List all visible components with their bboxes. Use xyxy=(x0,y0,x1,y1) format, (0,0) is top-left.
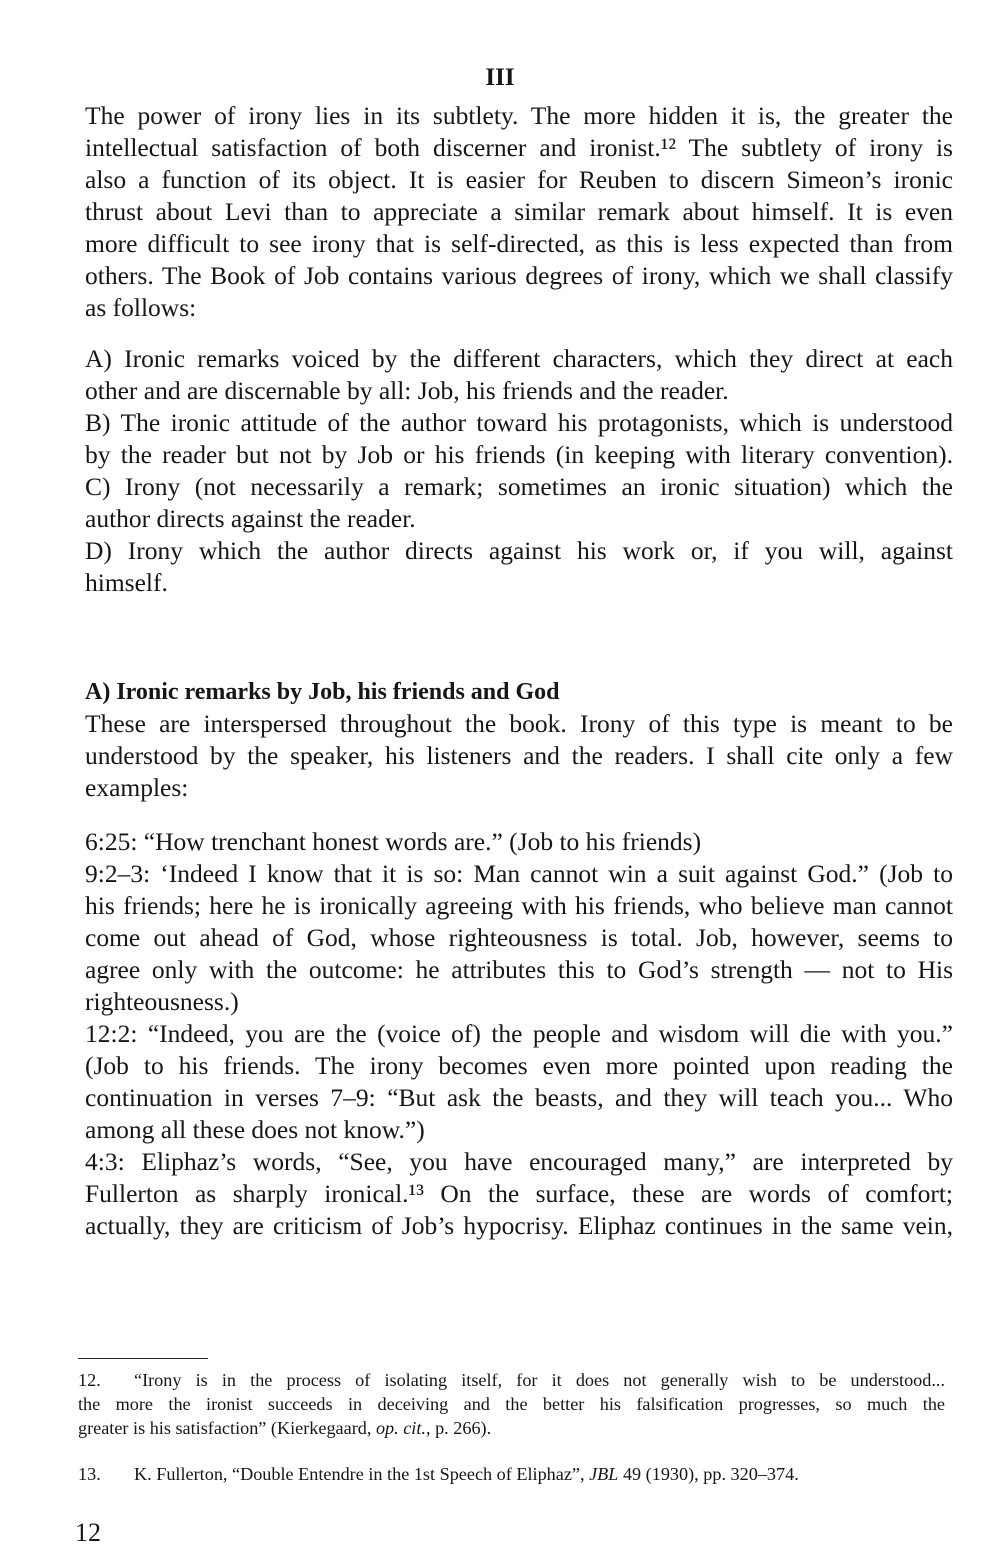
example-line: Fullerton as sharply ironical.¹³ On the surface, these are words of comfort; xyxy=(85,1179,953,1208)
text-line: also a function of its object. It is easier for Reuben to discern Simeon’s ironic xyxy=(85,165,953,194)
footnote-line xyxy=(78,1462,945,1486)
footnote-text: 49 (1930), pp. 320–374. xyxy=(618,1464,799,1484)
text-line: These are interspersed throughout the book. Irony of this type is meant to be xyxy=(85,709,953,738)
footnote-line xyxy=(78,1416,945,1440)
footnote-divider xyxy=(78,1358,208,1359)
text-line: understood by the speaker, his listeners and the readers. I shall cite only a few xyxy=(85,741,953,770)
list-line: author directs against the reader. xyxy=(85,504,416,533)
footnote-number: 12. xyxy=(78,1370,101,1390)
text-line: examples: xyxy=(85,773,189,802)
footnote-text: K. Fullerton, “Double Entendre in the 1st Speech of Eliphaz”, xyxy=(134,1464,590,1484)
text-line: more difficult to see irony that is self-directed, as this is less expected than from xyxy=(85,229,953,258)
example-line: agree only with the outcome: he attributes this to God’s strength — not to His xyxy=(85,955,953,984)
example-line: righteousness.) xyxy=(85,987,239,1016)
page-number: 12 xyxy=(75,1518,101,1547)
examples-list xyxy=(85,826,953,1242)
text-line: The power of irony lies in its subtlety. The more hidden it is, the greater the xyxy=(85,101,953,130)
list-line: other and are discernable by all: Job, his friends and the reader. xyxy=(85,376,729,405)
text-line: others. The Book of Job contains various degrees of irony, which we shall classify xyxy=(85,261,953,290)
example-line: 4:3: Eliphaz’s words, “See, you have encouraged many,” are interpreted by xyxy=(85,1147,953,1176)
footnote-text: greater is his satisfaction” (Kierkegaard, xyxy=(78,1418,376,1438)
text-line: as follows: xyxy=(85,293,197,322)
example-line: come out ahead of God, whose righteousness is total. Job, however, seems to xyxy=(85,923,953,952)
list-line: C) Irony (not necessarily a remark; sometimes an ironic situation) which the xyxy=(85,472,953,501)
subheading-text: A) Ironic remarks by Job, his friends and God xyxy=(85,679,560,705)
example-line: among all these does not know.”) xyxy=(85,1115,425,1144)
footnote-12 xyxy=(78,1368,945,1440)
example-line: (Job to his friends. The irony becomes even more pointed upon reading the xyxy=(85,1051,953,1080)
list-line: D) Irony which the author directs against his work or, if you will, against xyxy=(85,536,953,565)
section-numeral: III xyxy=(485,64,515,91)
footnote-citation-italic: op. cit. xyxy=(375,1418,426,1438)
footnote-line xyxy=(78,1368,945,1392)
footnote-13 xyxy=(78,1462,945,1486)
footnote-text: “Irony is in the process of isolating itself, for it does not generally wish to be understood... xyxy=(134,1370,945,1390)
footnote-line: the more the ironist succeeds in deceiving and the better his falsification progresses, so much the xyxy=(78,1394,945,1414)
intro-paragraph xyxy=(85,100,953,324)
example-line: continuation in verses 7–9: “But ask the beasts, and they will teach you... Who xyxy=(85,1083,953,1112)
example-line: actually, they are criticism of Job’s hypocrisy. Eliphaz continues in the same vein, xyxy=(85,1211,953,1240)
section-paragraph xyxy=(85,708,953,804)
text-line: thrust about Levi than to appreciate a similar remark about himself. It is even xyxy=(85,197,953,226)
text-line: intellectual satisfaction of both discerner and ironist.¹² The subtlety of irony is xyxy=(85,133,953,162)
example-line: 12:2: “Indeed, you are the (voice of) the people and wisdom will die with you.” xyxy=(85,1019,953,1048)
footnote-text: , p. 266). xyxy=(425,1418,492,1438)
subsection-heading xyxy=(85,676,953,708)
example-line: his friends; here he is ironically agreeing with his friends, who believe man cannot xyxy=(85,891,953,920)
classification-list xyxy=(85,343,953,599)
journal-title-italic: JBL xyxy=(589,1464,619,1484)
footnote-number: 13. xyxy=(78,1464,101,1484)
example-line: 6:25: “How trenchant honest words are.” (Job to his friends) xyxy=(85,827,702,856)
list-line: A) Ironic remarks voiced by the different characters, which they direct at each xyxy=(85,344,953,373)
example-line: 9:2–3: ‘Indeed I know that it is so: Man cannot win a suit against God.” (Job to xyxy=(85,859,953,888)
list-line: himself. xyxy=(85,568,168,597)
list-line: by the reader but not by Job or his friends (in keeping with literary convention). xyxy=(85,440,953,469)
list-line: B) The ironic attitude of the author toward his protagonists, which is understood xyxy=(85,408,953,437)
